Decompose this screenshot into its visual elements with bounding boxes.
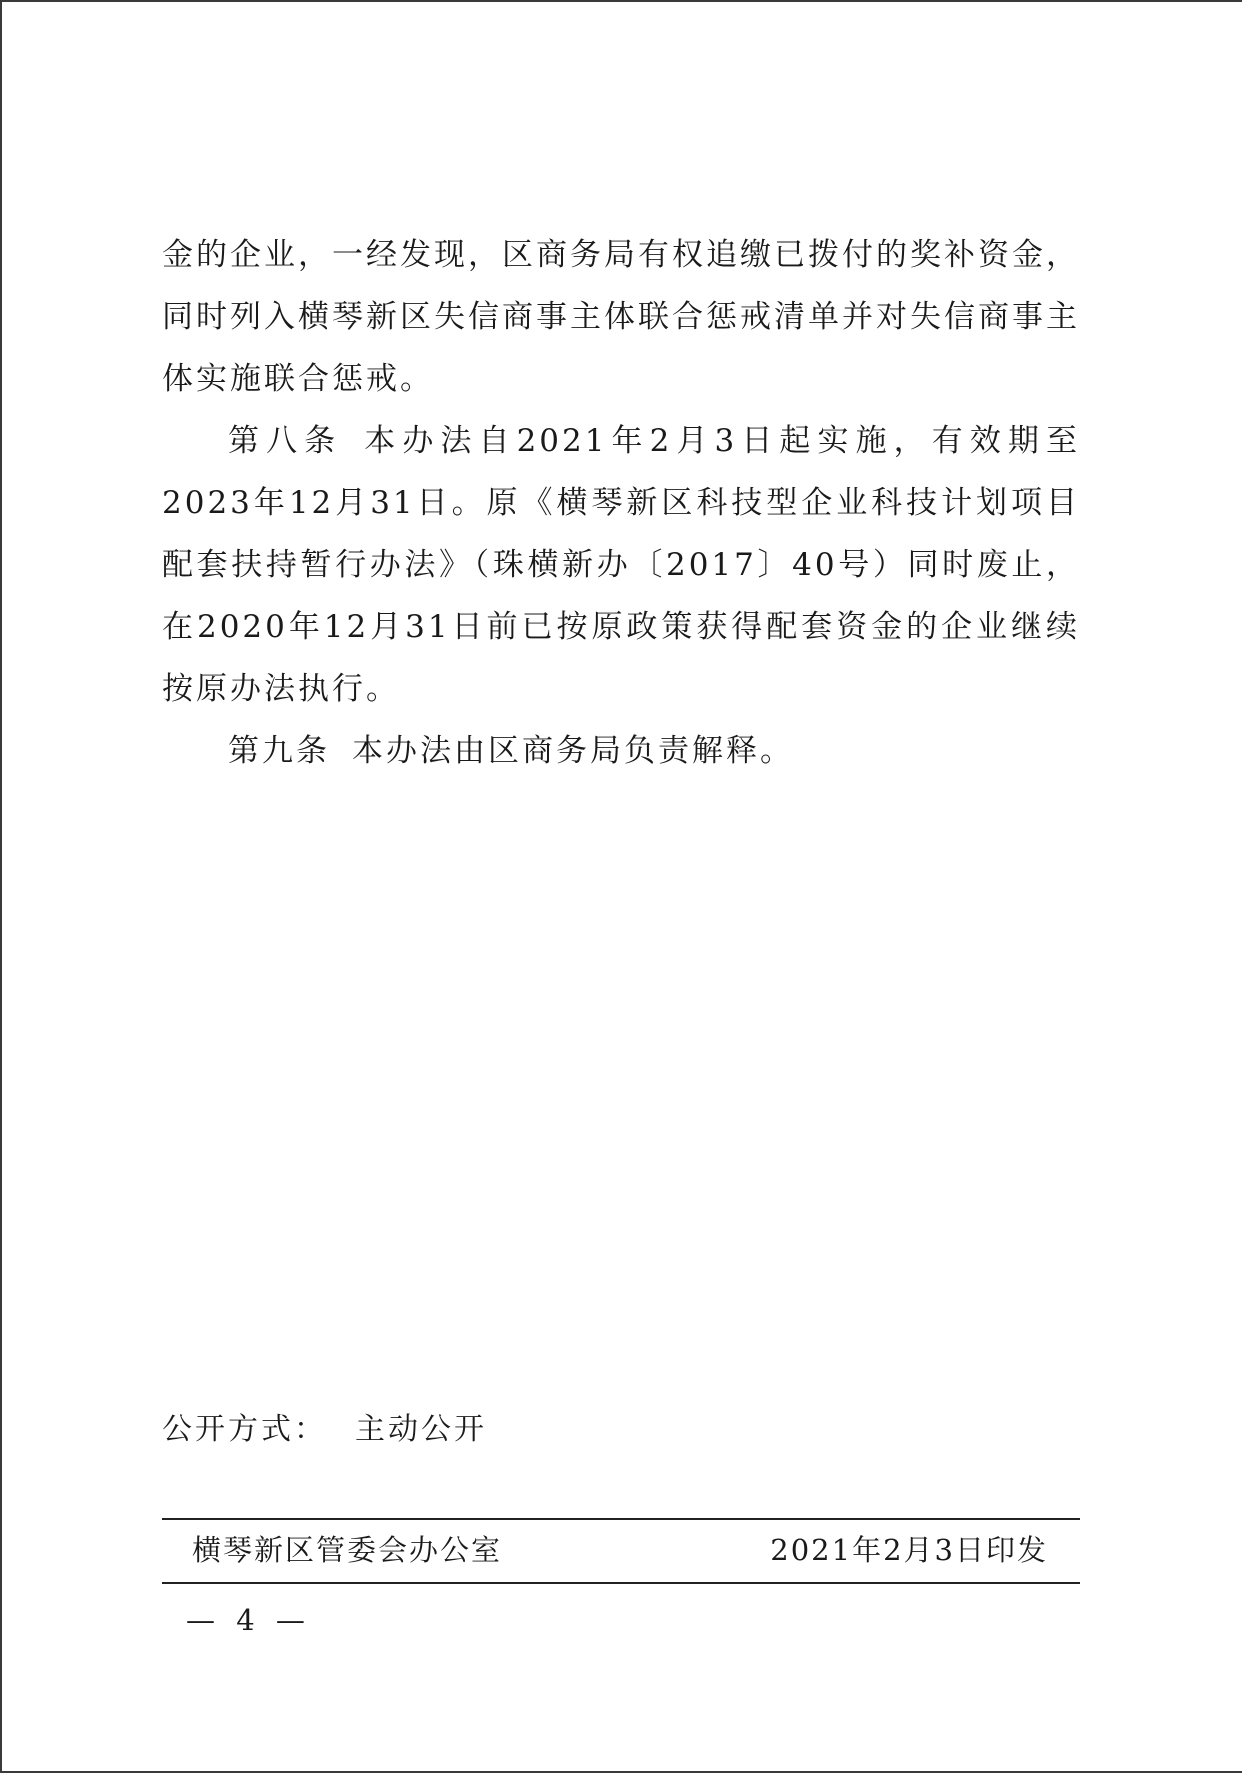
article-number: 第八条 (228, 423, 343, 459)
paragraph-text: 本办法由区商务局负责解释。 (352, 733, 794, 769)
document-body (162, 224, 1080, 782)
paragraph-text: 本办法自2021年2月3日起实施，有效期至2023年12月31日。原《横琴新区科技型企业科技计划项目配套扶持暂行办法》（珠横新办〔2017〕40号）同时废止，在2020年12月31日前已按原政策获得配套资金的企业继续按原办法执行。 (162, 423, 1080, 707)
paragraph-continuation (162, 224, 1080, 410)
footer-divider-bottom (162, 1582, 1080, 1584)
article-9 (162, 720, 1080, 782)
article-8 (162, 410, 1080, 720)
footer-divider-top (162, 1518, 1080, 1520)
article-number: 第九条 (228, 733, 330, 769)
issuing-office: 横琴新区管委会办公室 (192, 1533, 503, 1567)
disclosure-method (162, 1404, 487, 1448)
disclosure-label: 公开方式： (162, 1412, 327, 1447)
page-number: — 4 — (186, 1603, 311, 1637)
disclosure-value: 主动公开 (355, 1412, 487, 1447)
issue-date: 2021年2月3日印发 (770, 1533, 1048, 1567)
paragraph-text: 金的企业，一经发现，区商务局有权追缴已拨付的奖补资金，同时列入横琴新区失信商事主体联合惩戒清单并对失信商事主体实施联合惩戒。 (162, 237, 1080, 397)
